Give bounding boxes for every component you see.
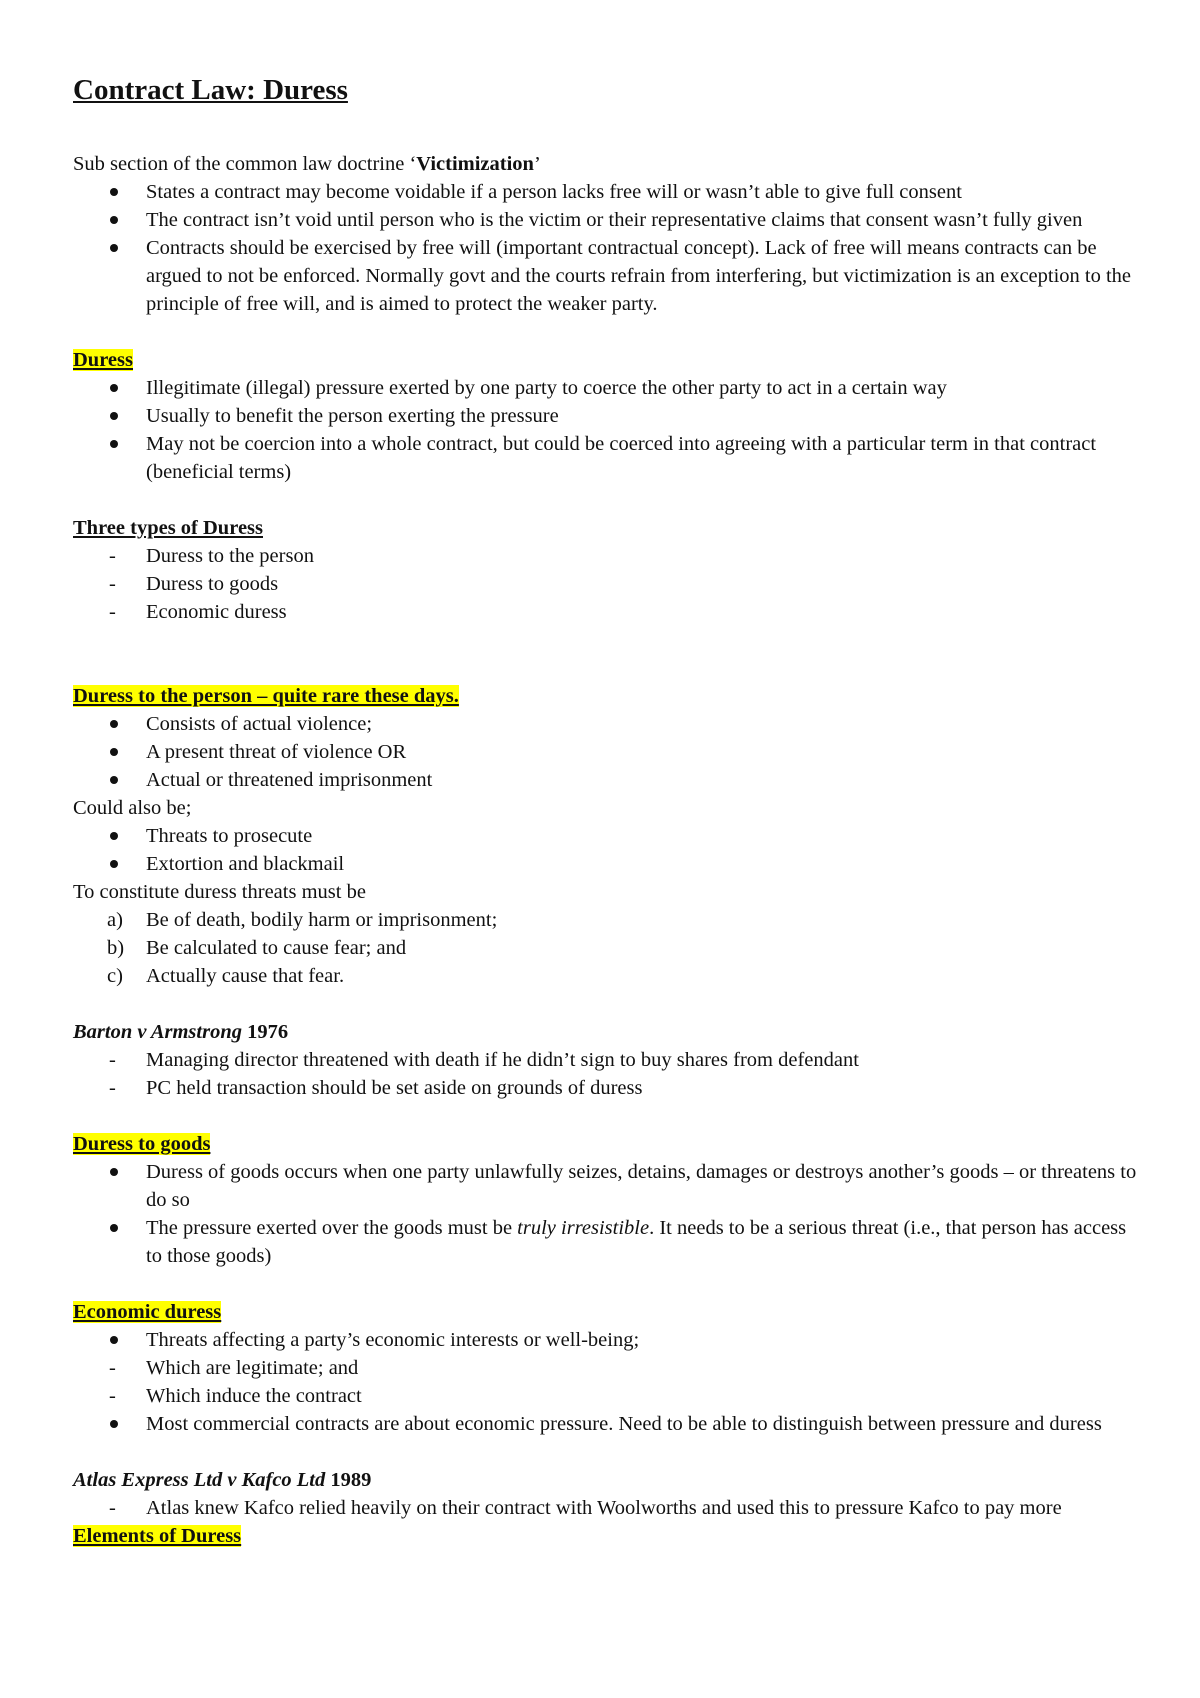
emphasis-text: truly irresistible xyxy=(517,1217,650,1239)
list-item-text: Threats affecting a party’s economic interests or well-being; xyxy=(146,1329,640,1351)
duress-to-person-heading-text: Duress to the person – quite rare these days. xyxy=(73,685,459,707)
list-item xyxy=(73,402,1143,430)
types-heading: Three types of Duress xyxy=(73,517,263,539)
economic-duress-section xyxy=(73,1298,1143,1438)
list-item xyxy=(73,570,1143,598)
duress-heading xyxy=(73,346,1143,374)
list-item xyxy=(73,710,1143,738)
case-year: 1989 xyxy=(325,1469,372,1491)
spacer xyxy=(73,318,1143,346)
spacer xyxy=(73,1270,1143,1298)
list-item xyxy=(73,1214,1143,1270)
list-item xyxy=(73,374,1143,402)
dash-marker: - xyxy=(109,1077,116,1099)
list-item-text: Duress of goods occurs when one party unlawfully seizes, detains, damages or destroys another’s goods – or threatens to do so xyxy=(146,1161,1137,1211)
list-item xyxy=(73,1074,1143,1102)
list-item xyxy=(73,962,1143,990)
duress-section xyxy=(73,346,1143,486)
list-item-text: Duress to goods xyxy=(146,573,279,595)
list-item xyxy=(73,738,1143,766)
conditions-list xyxy=(73,906,1143,990)
goods-bullet-list xyxy=(73,1158,1143,1270)
case-name: Atlas Express Ltd v Kafco Ltd xyxy=(73,1469,326,1491)
spacer xyxy=(73,486,1143,514)
duress-to-goods-heading xyxy=(73,1130,1143,1158)
list-item-text: A present threat of violence OR xyxy=(146,741,407,763)
also-bullet-list xyxy=(73,822,1143,878)
list-item xyxy=(73,1046,1143,1074)
list-item-text: The contract isn’t void until person who is the victim or their representative claims that consent wasn’t fully given xyxy=(146,209,1083,231)
intro-lead-close: ’ xyxy=(533,153,541,175)
dash-marker: - xyxy=(109,1357,116,1379)
spacer xyxy=(73,626,1143,682)
list-item-text: Be calculated to cause fear; and xyxy=(146,937,407,959)
list-item xyxy=(73,850,1143,878)
list-item-text: Atlas knew Kafco relied heavily on their contract with Woolworths and used this to pressure Kafco to pay more xyxy=(146,1497,1062,1519)
case-title xyxy=(73,1018,1143,1046)
list-item xyxy=(73,1354,1143,1382)
list-item-text: Threats to prosecute xyxy=(146,825,313,847)
list-item xyxy=(73,1494,1143,1522)
barton-list xyxy=(73,1046,1143,1102)
atlas-case-section xyxy=(73,1466,1143,1522)
list-item xyxy=(73,906,1143,934)
list-item xyxy=(73,1410,1143,1438)
list-item-text: Be of death, bodily harm or imprisonment; xyxy=(146,909,498,931)
spacer xyxy=(73,1102,1143,1130)
dash-marker: - xyxy=(109,573,116,595)
duress-to-person-heading xyxy=(73,682,1143,710)
intro-section xyxy=(73,150,1143,318)
duress-to-goods-section xyxy=(73,1130,1143,1270)
list-item xyxy=(73,542,1143,570)
list-item xyxy=(73,1382,1143,1410)
spacer xyxy=(73,990,1143,1018)
list-item-text: Duress to the person xyxy=(146,545,314,567)
list-item xyxy=(73,598,1143,626)
duress-to-goods-heading-text: Duress to goods xyxy=(73,1133,211,1155)
list-item-text: Economic duress xyxy=(146,601,287,623)
alpha-marker: c) xyxy=(107,965,123,987)
intro-lead-text: Sub section of the common law doctrine ‘ xyxy=(73,153,417,175)
dash-marker: - xyxy=(109,1385,116,1407)
list-item xyxy=(73,178,1143,206)
person-bullet-list xyxy=(73,710,1143,794)
list-item-text: Extortion and blackmail xyxy=(146,853,345,875)
list-item-text: Usually to benefit the person exerting the pressure xyxy=(146,405,559,427)
list-item-text: Illegitimate (illegal) pressure exerted by one party to coerce the other party to act in a certain way xyxy=(146,377,947,399)
list-item xyxy=(73,1158,1143,1214)
types-list xyxy=(73,542,1143,626)
list-item-text: May not be coercion into a whole contract, but could be coerced into agreeing with a particular term in that contract (beneficial terms) xyxy=(146,433,1097,483)
list-item xyxy=(73,934,1143,962)
elements-section xyxy=(73,1522,1143,1550)
spacer xyxy=(73,1438,1143,1466)
document-page xyxy=(73,70,1143,1550)
economic-list xyxy=(73,1326,1143,1438)
list-item-text: Actually cause that fear. xyxy=(146,965,345,987)
list-item-text: Most commercial contracts are about economic pressure. Need to be able to distinguish between pressure and duress xyxy=(146,1413,1102,1435)
list-item-text: Which induce the contract xyxy=(146,1385,362,1407)
intro-bullet-list xyxy=(73,178,1143,318)
economic-duress-heading-text: Economic duress xyxy=(73,1301,222,1323)
atlas-list xyxy=(73,1494,1143,1522)
constitute-label: To constitute duress threats must be xyxy=(73,881,366,903)
list-item-text: Contracts should be exercised by free will (important contractual concept). Lack of free will means contracts can be argued to not be enforced. Normally govt and the courts refrain from interfering, but victimization is an exception to the principle of free will, and is aimed to protect the weaker party. xyxy=(146,237,1132,315)
list-item-text: States a contract may become voidable if a person lacks free will or wasn’t able to give full consent xyxy=(146,181,962,203)
duress-heading-text: Duress xyxy=(73,349,133,371)
duress-to-person-section xyxy=(73,682,1143,990)
barton-case-section xyxy=(73,1018,1143,1102)
dash-marker: - xyxy=(109,545,116,567)
list-item xyxy=(73,234,1143,318)
elements-heading xyxy=(73,1522,1143,1550)
list-item-text: Consists of actual violence; xyxy=(146,713,373,735)
intro-lead xyxy=(73,150,1143,178)
list-item-text: Which are legitimate; and xyxy=(146,1357,359,1379)
types-section xyxy=(73,514,1143,626)
case-title xyxy=(73,1466,1143,1494)
economic-duress-heading xyxy=(73,1298,1143,1326)
alpha-marker: a) xyxy=(107,909,123,931)
list-item-text: Actual or threatened imprisonment xyxy=(146,769,433,791)
dash-marker: - xyxy=(109,1049,116,1071)
list-item xyxy=(73,430,1143,486)
case-year: 1976 xyxy=(242,1021,289,1043)
case-name: Barton v Armstrong xyxy=(73,1021,242,1043)
list-item xyxy=(73,766,1143,794)
dash-marker: - xyxy=(109,1497,116,1519)
elements-heading-text: Elements of Duress xyxy=(73,1525,242,1547)
dash-marker: - xyxy=(109,601,116,623)
could-also-be-label: Could also be; xyxy=(73,797,192,819)
list-item xyxy=(73,206,1143,234)
alpha-marker: b) xyxy=(107,937,125,959)
list-item-text: PC held transaction should be set aside on grounds of duress xyxy=(146,1077,643,1099)
duress-bullet-list xyxy=(73,374,1143,486)
victimization-term: Victimization xyxy=(416,153,534,175)
list-item xyxy=(73,1326,1143,1354)
list-item-text: Managing director threatened with death if he didn’t sign to buy shares from defendant xyxy=(146,1049,859,1071)
list-item-text: . It needs to be a serious threat (i.e., that person has access to those goods) xyxy=(146,1217,1127,1267)
document-title: Contract Law: Duress xyxy=(73,74,348,106)
list-item-text: The pressure exerted over the goods must be xyxy=(146,1217,518,1239)
list-item xyxy=(73,822,1143,850)
